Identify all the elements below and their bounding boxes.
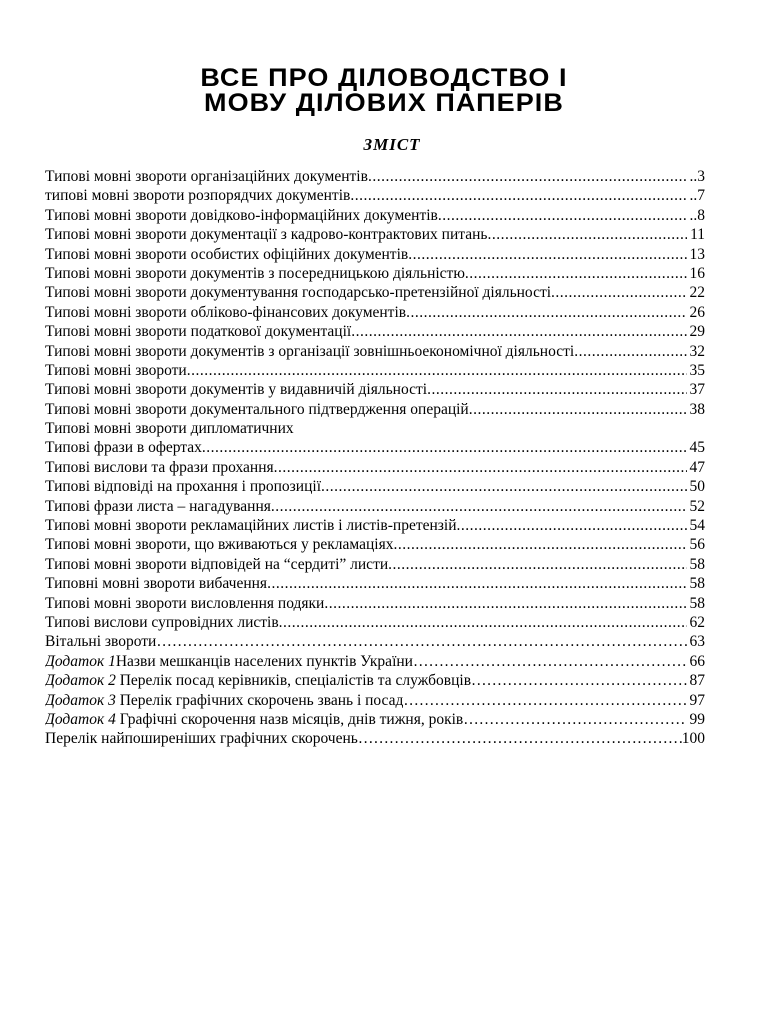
toc-entry-leader-dots bbox=[438, 206, 687, 225]
toc-entry-title: Типові мовні звороти висловлення подяки bbox=[45, 594, 325, 612]
toc-entry[interactable] bbox=[45, 458, 705, 477]
toc-entry-leader-dots bbox=[321, 477, 687, 496]
toc-entry-title: Графічні скорочення назв місяців, днів тижня, років bbox=[115, 710, 464, 728]
toc-entry-page-number: 38 bbox=[689, 400, 705, 418]
toc-entry-page-number: 16 bbox=[689, 264, 705, 282]
toc-entry-title: Типові вислови супровідних листів bbox=[45, 613, 279, 631]
toc-entry[interactable] bbox=[45, 691, 705, 710]
toc-entry-page-number: 66 bbox=[689, 652, 705, 670]
toc-entry-label bbox=[45, 594, 324, 613]
toc-entry-page-number: 37 bbox=[689, 381, 705, 399]
toc-entry-label bbox=[45, 497, 271, 516]
toc-entry-leader-dots bbox=[413, 652, 687, 671]
toc-entry-label bbox=[45, 574, 267, 593]
toc-entry-leader-dots bbox=[393, 535, 687, 554]
toc-entry-title: Типові мовні звороти відповідей на “сердиті” листи bbox=[45, 555, 389, 573]
toc-entry-label bbox=[45, 729, 358, 748]
toc-entry[interactable] bbox=[45, 342, 705, 361]
toc-entry-title: типові мовні звороти розпорядчих документів bbox=[45, 187, 351, 205]
toc-entry-page-number: 97 bbox=[689, 691, 705, 709]
toc-entry[interactable] bbox=[45, 361, 705, 380]
toc-entry-label bbox=[45, 245, 408, 264]
toc-entry-leader-dots bbox=[324, 594, 687, 613]
toc-entry-title: Типові фрази листа – нагадування bbox=[45, 497, 271, 515]
toc-entry-title: Типові мовні звороти документального підтвердження операцій bbox=[45, 400, 469, 418]
toc-entry-title: Типові мовні звороти, що вживаються у рекламаціях bbox=[45, 536, 394, 554]
toc-entry[interactable] bbox=[45, 167, 705, 186]
toc-entry-label bbox=[45, 264, 465, 283]
toc-entry-page-number: 11 bbox=[690, 226, 705, 244]
toc-entry-title: Типові мовні звороти документації з кадрово-контрактових питань bbox=[45, 226, 488, 244]
toc-entry[interactable] bbox=[45, 283, 705, 302]
toc-entry-leader-dots bbox=[574, 342, 687, 361]
toc-entry-leader-dots bbox=[274, 458, 687, 477]
toc-entry-appendix-prefix: Додаток 4 bbox=[45, 710, 116, 728]
toc-entry-title: Типові мовні звороти рекламаційних листів і листів-претензій bbox=[45, 517, 457, 535]
toc-entry[interactable] bbox=[45, 322, 705, 341]
toc-entry-label bbox=[45, 167, 368, 186]
toc-entry-title: Типові мовні звороти податкової документації bbox=[45, 323, 352, 341]
toc-entry-leader-dots bbox=[271, 497, 687, 516]
toc-entry-label bbox=[45, 419, 294, 438]
toc-entry[interactable] bbox=[45, 555, 705, 574]
toc-entry-page-number: 35 bbox=[689, 361, 705, 379]
toc-entry-leader-dots bbox=[463, 710, 687, 729]
toc-entry-label bbox=[45, 632, 156, 651]
toc-entry-title: Типові мовні звороти організаційних документів bbox=[45, 168, 368, 185]
toc-entry-leader-dots bbox=[427, 380, 687, 399]
toc-entry-leader-dots bbox=[368, 167, 687, 186]
toc-entry-title: Назви мешканців населених пунктів України bbox=[115, 652, 413, 670]
toc-entry[interactable] bbox=[45, 303, 705, 322]
toc-entry-page-number: ..8 bbox=[689, 206, 705, 224]
toc-entry-page-number: 45 bbox=[689, 439, 705, 457]
toc-entry-title: Типові мовні звороти документів у видавничій діяльності bbox=[45, 381, 428, 399]
toc-entry-leader-dots bbox=[487, 225, 687, 244]
toc-entry-page-number: 62 bbox=[689, 613, 705, 631]
toc-entry-label bbox=[45, 322, 351, 341]
toc-entry-title: Типові мовні звороти особистих офіційних документів bbox=[45, 245, 409, 263]
toc-entry[interactable] bbox=[45, 632, 705, 651]
toc-entry-title: Типові мовні звороти bbox=[45, 361, 187, 379]
toc-entry-label bbox=[45, 361, 187, 380]
toc-entry-title: Типові мовні звороти документування господарсько-претензійної діяльності bbox=[45, 284, 552, 302]
toc-entry-title: Перелік графічних скорочень звань і посад bbox=[115, 691, 404, 709]
toc-entry[interactable] bbox=[45, 613, 705, 632]
toc-entry-leader-dots bbox=[351, 322, 687, 341]
toc-entry-label bbox=[45, 380, 427, 399]
toc-entry-label bbox=[45, 671, 471, 690]
toc-entry[interactable] bbox=[45, 264, 705, 283]
toc-entry-page-number: ..7 bbox=[689, 187, 705, 205]
toc-entry-title: Типові вислови та фрази прохання bbox=[45, 458, 274, 476]
toc-entry[interactable] bbox=[45, 652, 705, 671]
toc-entry[interactable] bbox=[45, 477, 705, 496]
toc-entry-leader-dots bbox=[406, 303, 687, 322]
toc-entry-label bbox=[45, 710, 463, 729]
toc-entry-title: Типовні мовні звороти вибачення bbox=[45, 575, 268, 593]
toc-entry-leader-dots bbox=[156, 632, 687, 651]
toc-entry-title: Типові мовні звороти документів з організації зовнішньоекономічної діяльності bbox=[45, 342, 575, 360]
toc-entry-label bbox=[45, 613, 279, 632]
toc-entry-leader-dots bbox=[471, 671, 687, 690]
toc-entry-appendix-prefix: Додаток 3 bbox=[45, 691, 116, 709]
toc-entry-page-number: 63 bbox=[689, 633, 705, 651]
toc-entry[interactable] bbox=[45, 574, 705, 593]
toc-entry-label bbox=[45, 225, 487, 244]
toc-entry-title: Типові відповіді на прохання і пропозиції bbox=[45, 478, 321, 496]
toc-entry-label bbox=[45, 555, 388, 574]
toc-entry-page-number: 100 bbox=[681, 730, 705, 748]
toc-entry-page-number: 99 bbox=[689, 710, 705, 728]
toc-entry-title: Типові мовні звороти документів з посередницькою діяльністю bbox=[45, 264, 465, 282]
toc-entry-label bbox=[45, 303, 406, 322]
toc-entry-label bbox=[45, 652, 413, 671]
toc-entry-title: Типові фрази в офертах bbox=[45, 439, 202, 457]
toc-entry-page-number: 22 bbox=[689, 284, 705, 302]
toc-entry-page-number: 87 bbox=[689, 672, 705, 690]
toc-entry-label bbox=[45, 535, 393, 554]
toc-entry[interactable] bbox=[45, 671, 705, 690]
toc-entry[interactable] bbox=[45, 535, 705, 554]
toc-entry-title: Перелік посад керівників, спеціалістів та службовців bbox=[115, 672, 472, 690]
toc-entry-page-number: 58 bbox=[689, 555, 705, 573]
toc-entry-leader-dots bbox=[457, 516, 688, 535]
toc-entry[interactable] bbox=[45, 419, 705, 438]
toc-entry-label bbox=[45, 400, 469, 419]
document-title-line-1: ВСЕ ПРО ДІЛОВОДСТВО І bbox=[200, 64, 568, 92]
toc-entry[interactable] bbox=[45, 186, 705, 205]
toc-entry-label bbox=[45, 458, 274, 477]
toc-entry-leader-dots bbox=[469, 400, 687, 419]
toc-entry-title: Типові мовні звороти довідково-інформаційних документів bbox=[45, 206, 438, 224]
toc-entry-leader-dots bbox=[267, 574, 687, 593]
toc-entry-label bbox=[45, 438, 202, 457]
toc-entry-title: Типові мовні звороти обліково-фінансових документів bbox=[45, 303, 407, 321]
toc-entry-leader-dots bbox=[551, 283, 687, 302]
document-title bbox=[0, 66, 768, 116]
toc-entry-label bbox=[45, 342, 574, 361]
toc-entry-page-number: 56 bbox=[689, 536, 705, 554]
toc-entry[interactable] bbox=[45, 497, 705, 516]
toc-entry-leader-dots bbox=[465, 264, 687, 283]
toc-entry-leader-dots bbox=[403, 691, 687, 710]
toc-entry[interactable] bbox=[45, 206, 705, 225]
toc-entry-leader-dots bbox=[358, 729, 682, 748]
toc-entry[interactable] bbox=[45, 400, 705, 419]
toc-entry-leader-dots bbox=[202, 438, 687, 457]
toc-entry[interactable] bbox=[45, 594, 705, 613]
toc-entry-label bbox=[45, 516, 457, 535]
toc-entry-label bbox=[45, 477, 321, 496]
toc-entry-page-number: 52 bbox=[689, 497, 705, 515]
table-of-contents bbox=[45, 167, 705, 749]
toc-entry-label bbox=[45, 283, 551, 302]
toc-entry-page-number: 29 bbox=[689, 323, 705, 341]
toc-entry-label bbox=[45, 206, 438, 225]
toc-entry-page-number: 26 bbox=[689, 303, 705, 321]
contents-heading: ЗМІСТ bbox=[363, 135, 421, 154]
toc-entry-leader-dots bbox=[408, 245, 687, 264]
toc-entry-leader-dots bbox=[388, 555, 687, 574]
toc-entry-page-number: 13 bbox=[689, 245, 705, 263]
toc-entry-title: Вітальні звороти bbox=[45, 633, 157, 651]
toc-entry[interactable] bbox=[45, 225, 705, 244]
toc-entry-appendix-prefix: Додаток 1 bbox=[45, 652, 116, 670]
toc-entry-page-number: 47 bbox=[689, 458, 705, 476]
toc-entry[interactable] bbox=[45, 729, 705, 748]
toc-entry-leader-dots bbox=[187, 361, 687, 380]
toc-entry-page-number: 32 bbox=[689, 342, 705, 360]
toc-entry[interactable] bbox=[45, 245, 705, 264]
toc-entry-page-number: 50 bbox=[689, 478, 705, 496]
toc-entry-page-number: 58 bbox=[689, 575, 705, 593]
document-title-line-2: МОВУ ДІЛОВИХ ПАПЕРІВ bbox=[204, 89, 564, 117]
toc-entry-leader-dots bbox=[279, 613, 687, 632]
toc-entry-label bbox=[45, 186, 350, 205]
toc-entry[interactable] bbox=[45, 516, 705, 535]
toc-entry[interactable] bbox=[45, 380, 705, 399]
toc-entry-title: Типові мовні звороти дипломатичних bbox=[45, 420, 294, 438]
toc-entry-page-number: 54 bbox=[689, 517, 705, 535]
toc-entry-appendix-prefix: Додаток 2 bbox=[45, 672, 116, 690]
toc-entry-title: Перелік найпоширеніших графічних скорочень bbox=[45, 730, 358, 748]
toc-entry[interactable] bbox=[45, 710, 705, 729]
toc-entry-label bbox=[45, 691, 403, 710]
toc-entry-page-number: ..3 bbox=[689, 168, 705, 185]
toc-entry[interactable] bbox=[45, 438, 705, 457]
toc-entry-page-number: 58 bbox=[689, 594, 705, 612]
toc-entry-leader-dots bbox=[350, 186, 687, 205]
